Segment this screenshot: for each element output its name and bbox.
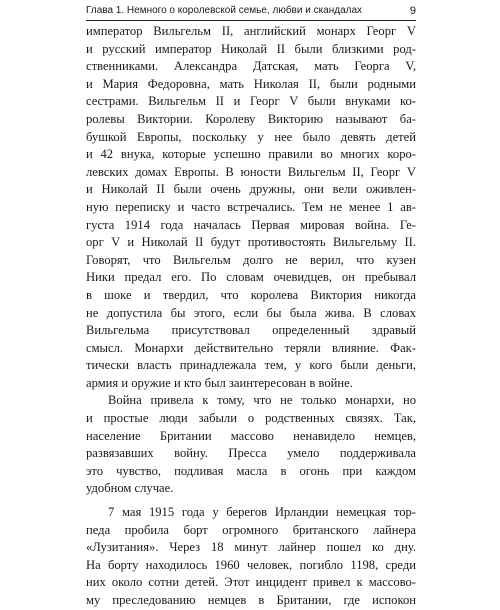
text-line: Ники предал его. По словам очевидцев, он пребывал	[86, 270, 416, 285]
text-line: смысл. Монархи действительно теряли влияние. Фак-	[86, 340, 416, 355]
text-line: ственниками. Александра Датская, мать Георга V,	[86, 59, 416, 74]
text-line: Вильгельма присутствовал определенный здравый	[86, 323, 416, 338]
text-line: орг V и Николай II будут противостоять Вильгельму II.	[86, 235, 416, 250]
text-line: ролевы Виктории. Королеву Викторию называют ба-	[86, 111, 416, 126]
text-line: не допустила бы этого, если бы была жива. В словах	[86, 305, 416, 320]
text-line: «Лузитания». Через 18 минут лайнер пошел ко дну.	[86, 540, 416, 555]
text-line: в шоке и твердил, что королева Виктория никогда	[86, 287, 416, 302]
text-line: сестрами. Вильгельм II и Георг V были внуками ко-	[86, 94, 416, 109]
text-line: му преследованию немцев в Британии, где испокон	[86, 593, 416, 607]
text-line: педа пробила борт огромного британского лайнера	[86, 522, 416, 537]
text-line: густа 1914 года началась Первая мировая война. Ге-	[86, 217, 416, 232]
text-line: армия и оружие и кто был заинтересован в войне.	[86, 375, 353, 390]
text-line: и Мария Федоровна, мать Николая II, были родными	[86, 76, 416, 91]
page-number: 9	[409, 5, 416, 17]
chapter-title: Глава 1. Немного о королевской семье, любви и скандалах	[86, 5, 363, 16]
text-line: бушкой Европы, поскольку у нее было девять детей	[86, 129, 416, 144]
text-line: Война привела к тому, что не только монархи, но	[108, 393, 416, 408]
text-line: и русский император Николай II были близкими род-	[86, 41, 416, 56]
running-head	[86, 2, 416, 20]
text-line: и 42 внука, которые успешно правили во многих коро-	[86, 147, 416, 162]
text-line: На борту находилось 1960 человек, погибло 1198, среди	[86, 557, 416, 572]
text-line: Говорят, что Вильгельм долго не верил, что кузен	[86, 252, 416, 267]
body-text	[86, 23, 416, 610]
text-line: удобном случае.	[86, 481, 174, 496]
text-line: и Николай II были очень дружны, они вели оживлен-	[86, 182, 416, 197]
text-line: них около сотни детей. Этот инцидент привел к массово-	[86, 575, 416, 590]
text-line: это чувство, подливая масла в огонь при каждом	[86, 463, 416, 478]
text-line: население Британии массово ненавидело немцев,	[86, 428, 416, 443]
text-line: развязавших войну. Пресса умело поддерживала	[86, 446, 416, 461]
text-line: император Вильгельм II, английский монарх Георг V	[86, 24, 416, 38]
text-line: тически власть принадлежала тем, у кого были деньги,	[86, 358, 416, 373]
text-line: и простые люди забыли о родственных связях. Так,	[86, 411, 416, 426]
text-line: ную переписку и часто встречались. Тем не менее 1 ав-	[86, 199, 416, 214]
text-line: 7 мая 1915 года у берегов Ирландии немецкая тор-	[108, 505, 416, 520]
header-rule	[86, 20, 416, 21]
text-line: левских домах Европы. В юности Вильгельм II, Георг V	[86, 164, 416, 179]
